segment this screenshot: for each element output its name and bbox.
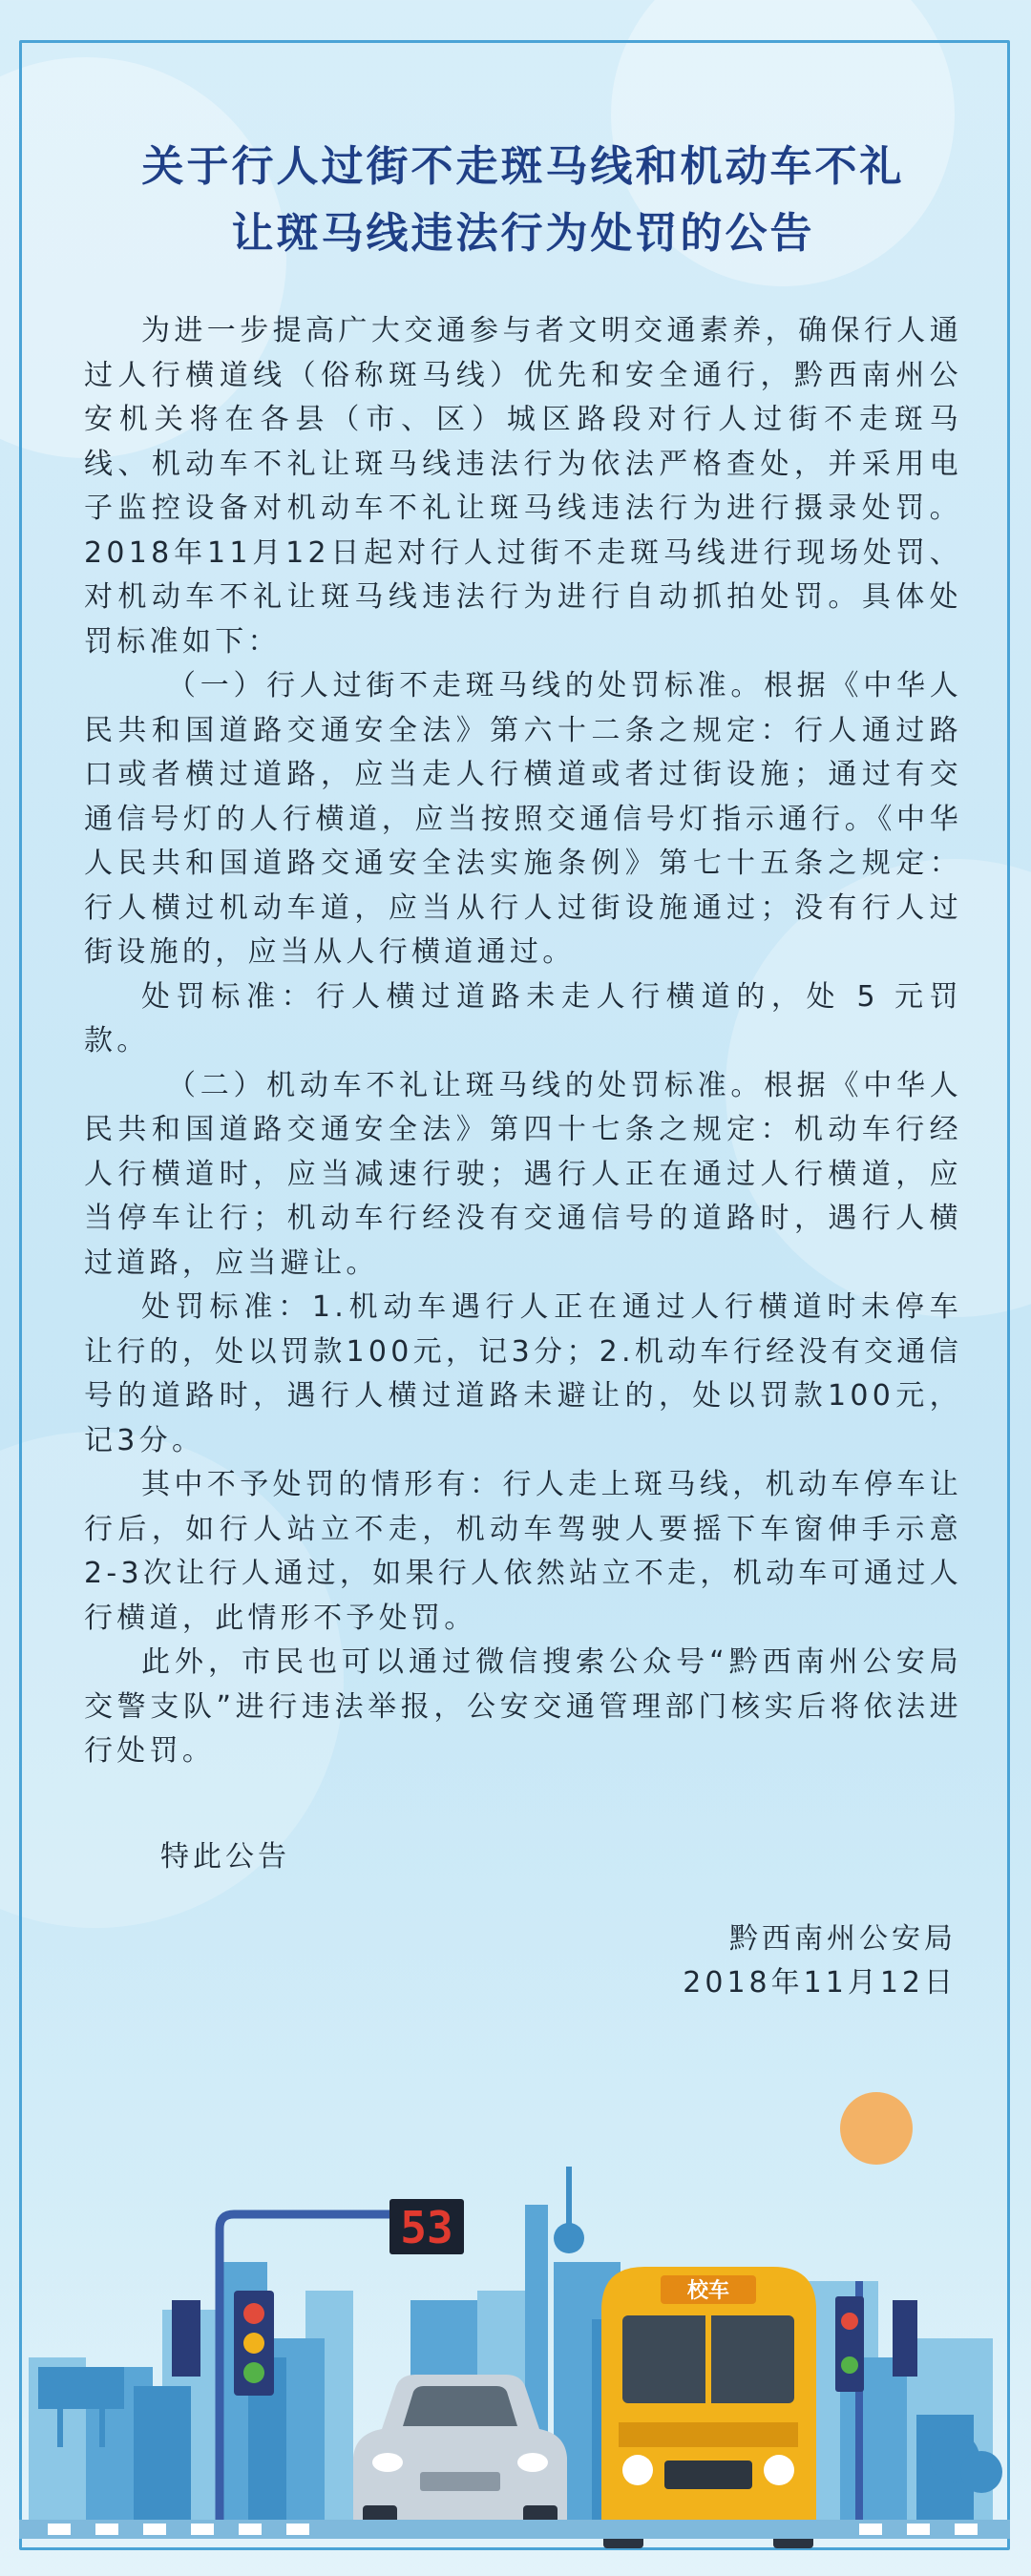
issuer: 黔西南州公安局: [729, 1921, 957, 1956]
title-line-1: 关于行人过街不走斑马线和机动车不礼: [141, 142, 905, 191]
closing-text: 特此公告: [160, 1839, 290, 1874]
red-light-icon: [243, 2303, 264, 2324]
signature-block: [84, 1917, 962, 2005]
notice-body: [84, 309, 962, 1774]
billboard: [38, 2367, 124, 2409]
pedestrian-stop-icon: [841, 2313, 858, 2330]
intro-paragraph: 为进一步提高广大交通参与者文明交通素养，确保行人通过人行横道线（俗称斑马线）优先和安全通行，黔西南州公安机关将在各县（市、区）城区路段对行人过街不走斑马线、机动车不礼让斑马线违法行为依法严格查处，并采用电子监控设备对机动车不礼让斑马线违法行为进行摄录处罚。2018年11月12日起对行人过街不走斑马线进行现场处罚、对机动车不礼让斑马线违法行为进行自动抓拍处罚。具体处罚标准如下：: [84, 314, 962, 659]
section-1-paragraph: （一）行人过街不走斑马线的处罚标准。根据《中华人民共和国道路交通安全法》第六十二条之规定：行人通过路口或者横过道路，应当走人行横道或者过街设施；通过有交通信号灯的人行横道，应当按照交通信号灯指示通行。《中华人民共和国道路交通安全法实施条例》第七十五条之规定：行人横过机动车道，应当从行人过街设施通过；没有行人过街设施的，应当从人行横道通过。: [84, 669, 962, 969]
section-2-paragraph: （二）机动车不礼让斑马线的处罚标准。根据《中华人民共和国道路交通安全法》第四十七条之规定：机动车行经人行横道时，应当减速行驶；遇行人正在通过人行横道，应当停车让行；机动车行经没有交通信号的道路时，遇行人横过道路，应当避让。: [84, 1068, 962, 1280]
issue-date: 2018年11月12日: [683, 1965, 957, 2000]
tower-antenna: [566, 2167, 572, 2224]
bus-sign-label: 校车: [686, 2279, 730, 2303]
section-1-penalty: 处罚标准：行人横过道路未走人行横道的，处 5 元罚款。: [84, 979, 962, 1058]
tower-sphere: [554, 2223, 584, 2253]
green-light-icon: [243, 2362, 264, 2383]
notice: [84, 134, 962, 2005]
street-illustration: [19, 2071, 1010, 2548]
notice-title: [84, 134, 962, 267]
section-2-penalty: 处罚标准：1.机动车遇行人正在通过人行横道时未停车让行的，处以罚款100元，记3分；2.机动车行经没有交通信号的道路时，遇行人横过道路未避让的，处以罚款100元，记3分。: [84, 1290, 962, 1457]
countdown-number: 53: [400, 2202, 453, 2253]
report-paragraph: 此外，市民也可以通过微信搜索公众号“黔西南州公安局交警支队”进行违法举报，公安交通管理部门核实后将依法进行处罚。: [84, 1645, 962, 1768]
title-line-2: 让斑马线违法行为处罚的公告: [231, 209, 815, 258]
pedestrian-walk-icon: [841, 2356, 858, 2374]
exemption-paragraph: 其中不予处罚的情形有：行人走上斑马线，机动车停车让行后，如行人站立不走，机动车驾驶人要摇下车窗伸手示意2-3次让行人通过，如果行人依然站立不走，机动车可通过人行横道，此情形不予处罚。: [84, 1468, 962, 1635]
school-bus: [601, 2267, 816, 2548]
sun-icon: [840, 2092, 913, 2165]
yellow-light-icon: [243, 2333, 264, 2354]
